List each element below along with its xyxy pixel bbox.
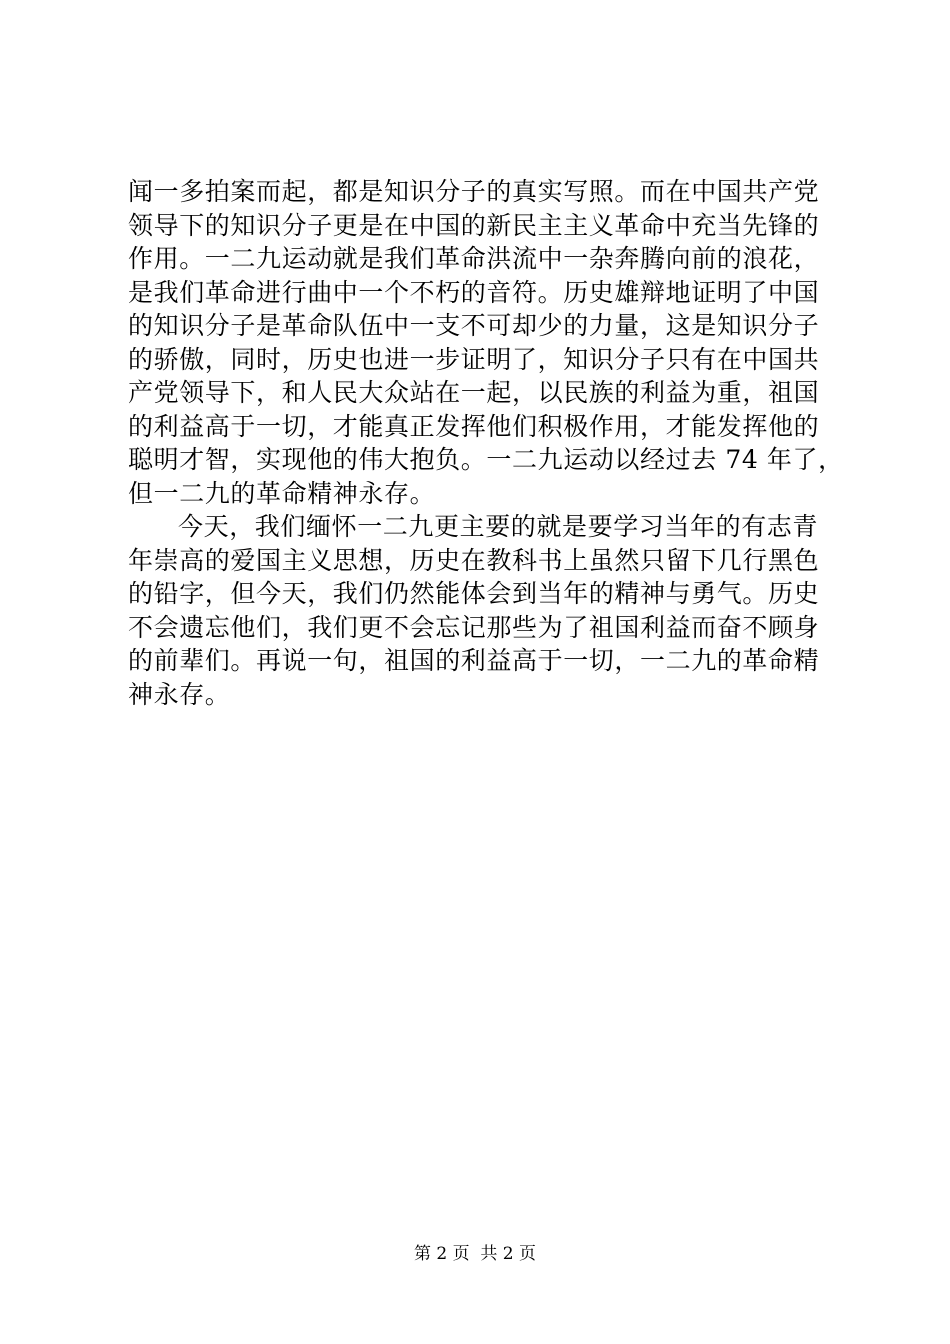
text-line: 产党领导下，和人民大众站在一起，以民族的利益为重，祖国	[128, 378, 820, 407]
paragraph-2	[128, 510, 838, 711]
text-line: 今天，我们缅怀一二九更主要的就是要学习当年的有志青	[178, 512, 819, 541]
page-number-label: 第 2 页 共 2 页	[413, 1244, 537, 1264]
text-line: 聪明才智，实现他的伟大抱负。一二九运动以经过去 74 年了，	[128, 445, 844, 474]
page-footer	[0, 1243, 950, 1265]
text-line: 的前辈们。再说一句，祖国的利益高于一切，一二九的革命精	[128, 646, 820, 675]
text-line: 年崇高的爱国主义思想，历史在教科书上虽然只留下几行黑色	[128, 545, 820, 575]
text-line: 不会遗忘他们，我们更不会忘记那些为了祖国利益而奋不顾身	[128, 612, 820, 642]
text-line: 领导下的知识分子更是在中国的新民主主义革命中充当先锋的	[128, 210, 820, 240]
text-line: 的利益高于一切，才能真正发挥他们积极作用，才能发挥他的	[128, 411, 820, 441]
text-line: 的知识分子是革命队伍中一支不可却少的力量，这是知识分子	[128, 311, 820, 340]
text-line: 的骄傲，同时，历史也进一步证明了，知识分子只有在中国共	[128, 344, 820, 374]
paragraph-1	[128, 175, 844, 510]
text-line: 神永存。	[128, 679, 231, 709]
text-line: 是我们革命进行曲中一个不朽的音符。历史雄辩地证明了中国	[128, 277, 820, 307]
text-line: 的铅字，但今天，我们仍然能体会到当年的精神与勇气。历史	[128, 579, 820, 608]
body-text	[128, 175, 844, 711]
text-line: 但一二九的革命精神永存。	[128, 478, 436, 508]
text-line: 闻一多拍案而起，都是知识分子的真实写照。而在中国共产党	[128, 177, 820, 206]
text-line: 作用。一二九运动就是我们革命洪流中一杂奔腾向前的浪花，	[128, 244, 820, 273]
